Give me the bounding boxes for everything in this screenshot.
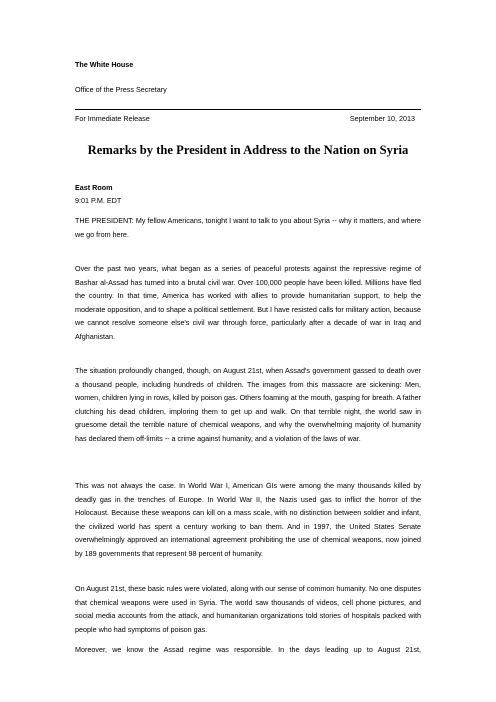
org-name: The White House [75,60,134,69]
paragraph: On August 21st, these basic rules were violated, along with our sense of common humanity. No one disputes that chemical weapons were used in Syria. The world saw thousands of videos, cell phone pictures, and social media accounts from the attack, and humanitarian organizations told stories of hospitals packed with people who had symptoms of poison gas. [75,584,421,634]
paragraph: Over the past two years, what began as a series of peaceful protests against the repressive regime of Bashar al-Assad has turned into a brutal civil war. Over 100,000 people have been killed. Millions have fled the country. In that time, America has worked with allies to provide humanitarian support, to help the moderate opposition, and to shape a political settlement. But I have resisted calls for military action, because we cannot resolve someone else's civil war through force, particularly after a decade of war in Iraq and Afghanistan. [75,264,421,341]
paragraph: This was not always the case. In World War I, American GIs were among the many thousands killed by deadly gas in the trenches of Europe. In World War II, the Nazis used gas to inflict the horror of the Holocaust. Because these weapons can kill on a mass scale, with no distinction between soldier and infant, the civilized world has spent a century working to ban them. And in 1997, the United States Senate overwhelmingly approved an international agreement prohibiting the use of chemical weapons, now joined by 189 governments that represent 98 percent of humanity. [75,481,421,558]
location: East Room [75,183,113,192]
paragraph: THE PRESIDENT: My fellow Americans, tonight I want to talk to you about Syria -- why it matters, and where we go from here. [75,216,421,239]
release-date: September 10, 2013 [349,114,415,123]
time: 9:01 P.M. EDT [75,196,122,205]
release-label: For Immediate Release [75,114,150,123]
office-name: Office of the Press Secretary [75,85,167,94]
paragraph: The situation profoundly changed, though, on August 21st, when Assad's government gassed to death over a thousand people, including hundreds of children. The images from this massacre are sickening: Men, women, children lying in rows, killed by poison gas. Others foaming at the mouth, gasping for breath. A father clutching his dead children, imploring them to get up and walk. On that terrible night, the world saw in gruesome detail the terrible nature of chemical weapons, and why the overwhelming majority of humanity has declared them off-limits -- a crime against humanity, and a violation of the laws of war. [75,366,421,443]
release-row [75,114,421,123]
header-divider [75,109,421,110]
page-title: Remarks by the President in Address to the Nation on Syria [87,143,409,157]
paragraph: Moreover, we know the Assad regime was responsible. In the days leading up to August 21st, [75,645,421,654]
